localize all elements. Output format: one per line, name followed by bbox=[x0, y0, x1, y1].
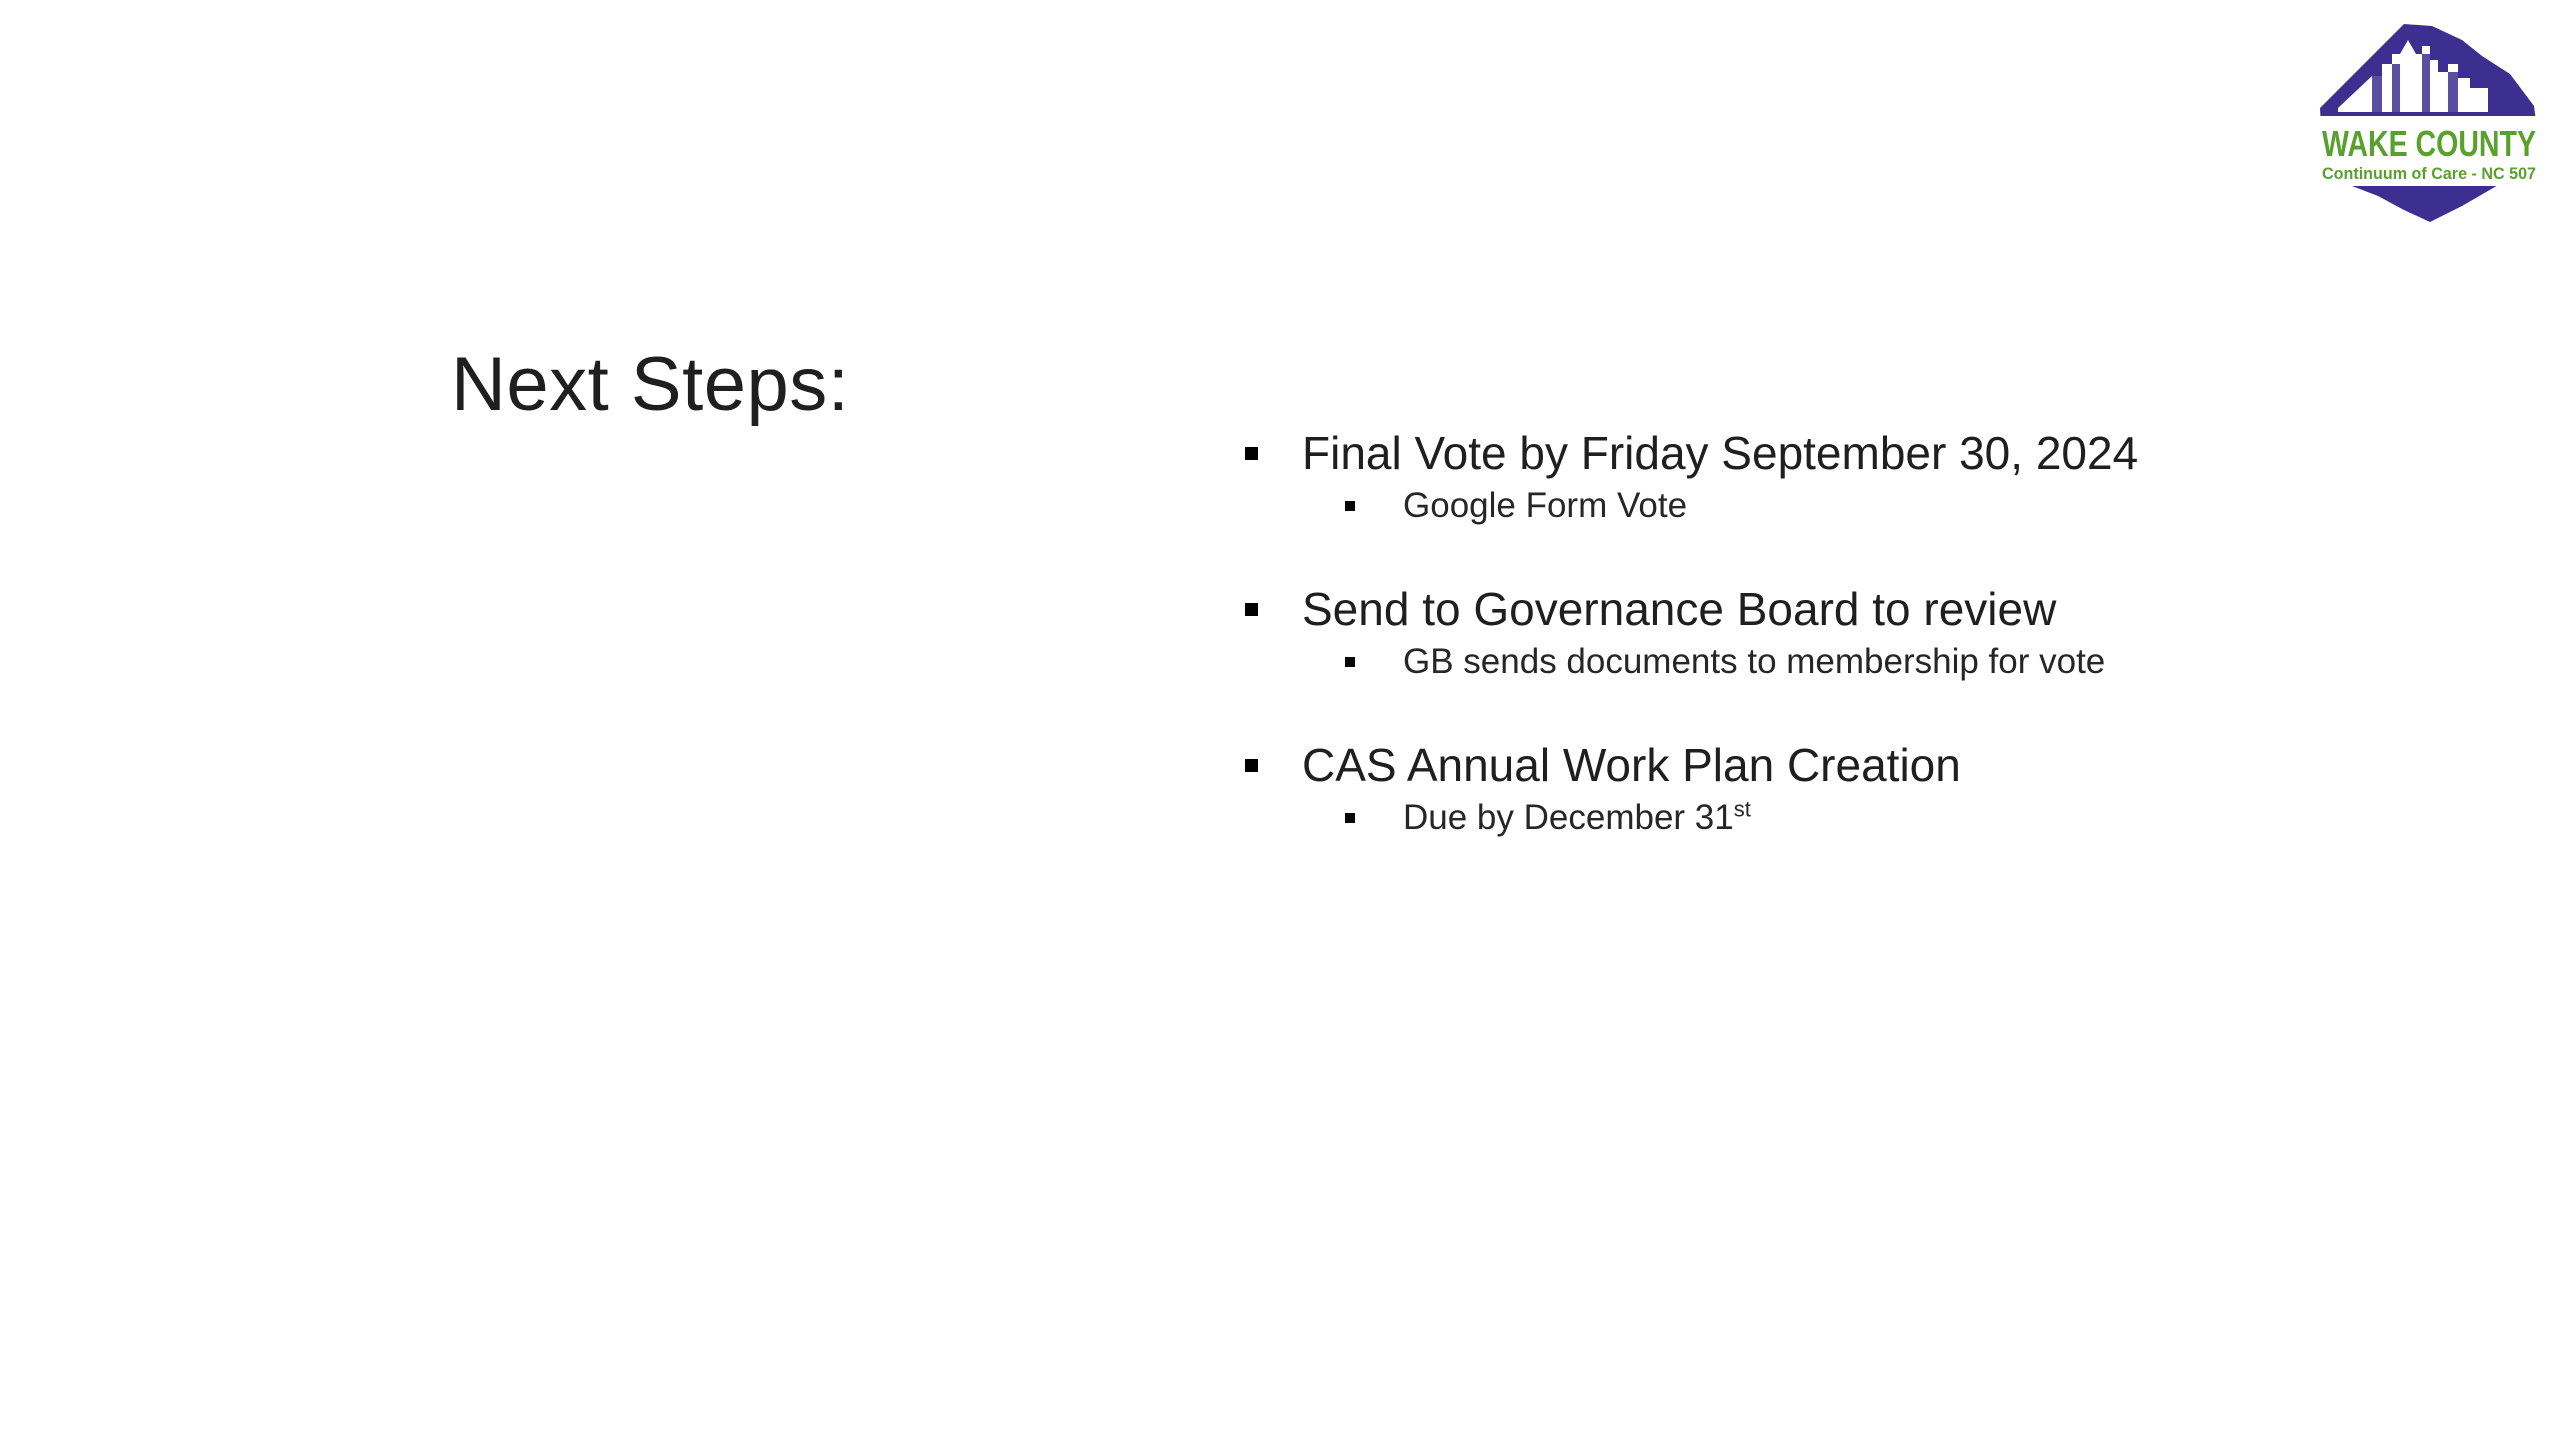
step-item bbox=[1245, 581, 2345, 685]
step-sub-text: GB sends documents to membership for vote bbox=[1403, 642, 2106, 681]
square-bullet-icon bbox=[1245, 447, 1258, 460]
slide-title: Next Steps: bbox=[451, 342, 850, 427]
step-item bbox=[1245, 425, 2345, 529]
step-sub-row bbox=[1345, 483, 2345, 529]
logo-line1: WAKE COUNTY bbox=[2322, 123, 2536, 164]
step-main-row bbox=[1245, 737, 2345, 793]
square-bullet-icon bbox=[1345, 813, 1355, 823]
step-sub-row bbox=[1345, 795, 2345, 841]
square-bullet-icon bbox=[1245, 759, 1258, 772]
step-text: CAS Annual Work Plan Creation bbox=[1302, 739, 1961, 791]
step-text: Send to Governance Board to review bbox=[1302, 583, 2057, 635]
step-sub-text: Due by December 31st bbox=[1403, 796, 1751, 837]
square-bullet-icon bbox=[1345, 657, 1355, 667]
step-sub-row bbox=[1345, 639, 2345, 685]
square-bullet-icon bbox=[1345, 501, 1355, 511]
next-steps-list bbox=[1245, 425, 2345, 893]
square-bullet-icon bbox=[1245, 603, 1258, 616]
step-item bbox=[1245, 737, 2345, 841]
step-text: Final Vote by Friday September 30, 2024 bbox=[1302, 427, 2139, 479]
step-main-row bbox=[1245, 425, 2345, 481]
step-main-row bbox=[1245, 581, 2345, 637]
step-sub-text: Google Form Vote bbox=[1403, 486, 1688, 525]
logo-line2: Continuum of Care - NC 507 bbox=[2322, 164, 2536, 183]
ordinal-superscript: st bbox=[1733, 796, 1751, 822]
wake-county-logo bbox=[2312, 16, 2544, 226]
